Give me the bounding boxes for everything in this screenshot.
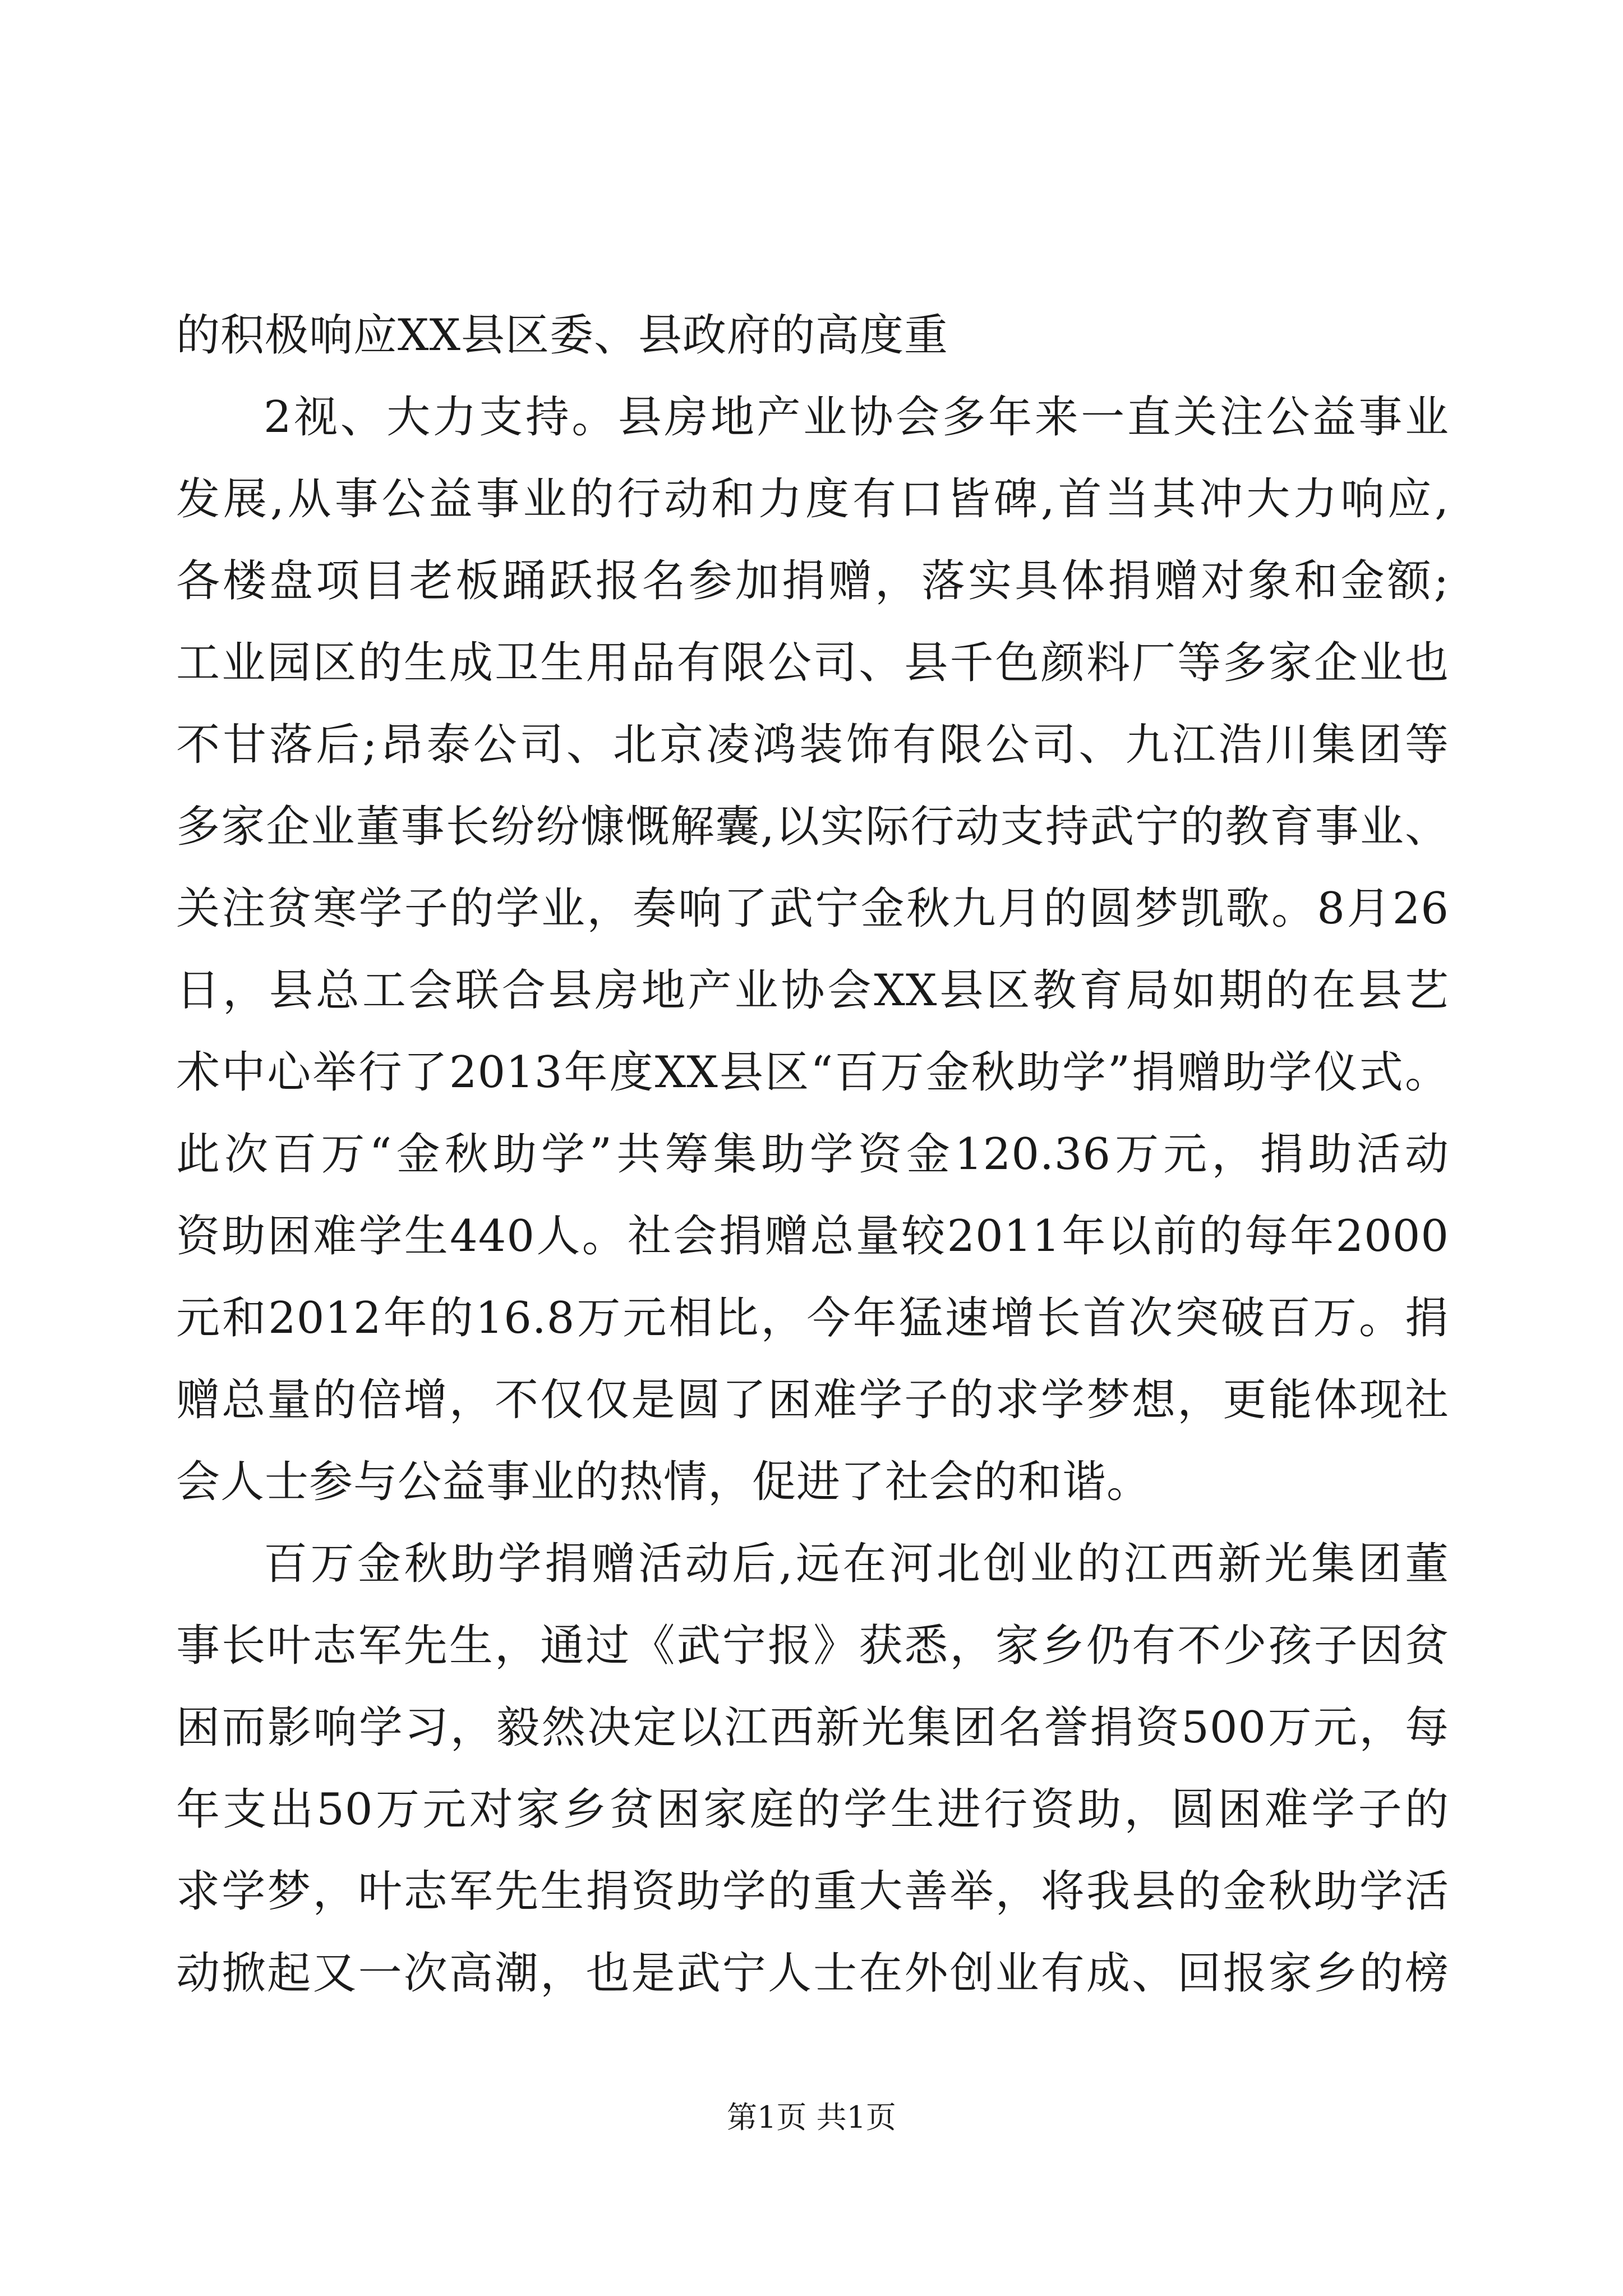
paragraph-line: 多家企业董事长纷纷慷慨解囊,以实际行动支持武宁的教育事业、 <box>176 802 1449 852</box>
paragraph-line: 事长叶志军先生，通过《武宁报》获悉，家乡仍有不少孩子因贫 <box>176 1621 1449 1671</box>
paragraph-line: 动掀起又一次高潮，也是武宁人士在外创业有成、回报家乡的榜 <box>176 1948 1449 1999</box>
paragraph-line: 发展,从事公益事业的行动和力度有口皆碑,首当其冲大力响应, <box>176 474 1449 524</box>
paragraph-line: 工业园区的生成卫生用品有限公司、县千色颜料厂等多家企业也 <box>176 638 1449 688</box>
paragraph-line: 年支出50万元对家乡贫困家庭的学生进行资助，圆困难学子的 <box>176 1784 1449 1835</box>
page-number-footer: 第1页 共1页 <box>727 2100 896 2135</box>
paragraph-line: 资助困难学生440人。社会捐赠总量较2011年以前的每年2000 <box>176 1211 1449 1262</box>
paragraph-line: 百万金秋助学捐赠活动后,远在河北创业的江西新光集团董 <box>264 1539 1449 1589</box>
paragraph-line: 各楼盘项目老板踊跃报名参加捐赠，落实具体捐赠对象和金额; <box>176 556 1449 606</box>
paragraph-line: 关注贫寒学子的学业，奏响了武宁金秋九月的圆梦凯歌。8月26 <box>176 884 1449 934</box>
paragraph-line: 元和2012年的16.8万元相比，今年猛速增长首次突破百万。捐 <box>176 1293 1449 1343</box>
paragraph-line: 困而影响学习，毅然决定以江西新光集团名誉捐资500万元，每 <box>176 1703 1449 1753</box>
paragraph-line: 术中心举行了2013年度XX县区“百万金秋助学”捐赠助学仪式。 <box>176 1047 1449 1098</box>
paragraph-line: 日，县总工会联合县房地产业协会XX县区教育局如期的在县艺 <box>176 965 1449 1016</box>
paragraph-line: 会人士参与公益事业的热情，促进了社会的和谐。 <box>176 1457 1151 1507</box>
paragraph-line: 不甘落后;昂泰公司、北京凌鸿装饰有限公司、九江浩川集团等 <box>176 720 1449 770</box>
paragraph-line: 求学梦，叶志军先生捐资助学的重大善举，将我县的金秋助学活 <box>176 1866 1449 1917</box>
paragraph-line: 2视、大力支持。县房地产业协会多年来一直关注公益事业 <box>264 392 1449 443</box>
paragraph-line: 的积极响应XX县区委、县政府的高度重 <box>176 310 949 361</box>
paragraph-line: 此次百万“金秋助学”共筹集助学资金120.36万元，捐助活动 <box>176 1129 1449 1180</box>
paragraph-line: 赠总量的倍增，不仅仅是圆了困难学子的求学梦想，更能体现社 <box>176 1375 1449 1425</box>
